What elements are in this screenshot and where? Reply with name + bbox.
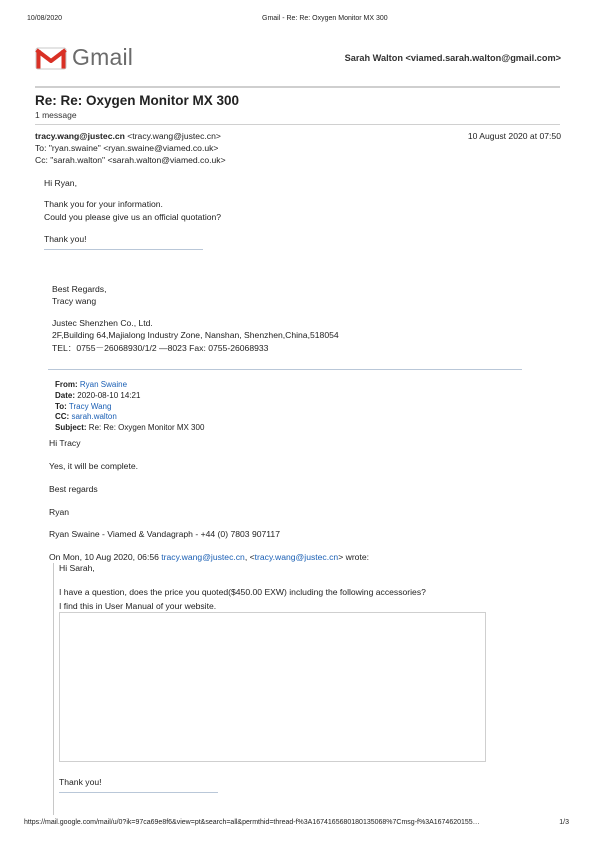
account-email: Sarah Walton <viamed.sarah.walton@gmail.com> [344,53,561,63]
quoted-line-2: I find this in User Manual of your website. [59,601,217,611]
fwd-name: Ryan [49,507,70,517]
signature-name: Tracy wang [52,296,97,306]
gmail-logo-icon [35,46,67,70]
recipient-cc: Cc: "sarah.walton" <sarah.walton@viamed.co.uk> [35,155,226,165]
fwd-to: To: Tracy Wang [55,402,112,411]
message-count: 1 message [35,110,77,120]
body-line-1: Thank you for your information. [44,199,163,209]
body-thanks: Thank you! [44,234,87,244]
sender-line [35,131,221,141]
thread-subject: Re: Re: Oxygen Monitor MX 300 [35,93,240,108]
fwd-cc-link[interactable]: sarah.walton [71,412,117,421]
fwd-greeting: Hi Tracy [49,438,81,448]
print-date: 10/08/2020 [27,15,63,22]
fwd-subject: Subject: Re: Re: Oxygen Monitor MX 300 [55,423,205,432]
sender-address: <tracy.wang@justec.cn> [124,131,221,141]
signature-phone: TEL：0755－26068930/1/2 —8023 Fax: 0755-26068933 [52,343,269,353]
body-line-2: Could you please give us an official quotation? [44,212,222,222]
message-date: 10 August 2020 at 07:50 [467,131,561,141]
footer-url: https://mail.google.com/mail/u/0?ik=97ca69e8f6&view=pt&search=all&permthid=thread-f%3A1674165680180135068%7Cmsg-f%3A1674620155… [24,819,480,826]
page-number: 1/3 [559,819,569,826]
quoted-line-1: I have a question, does the price you quoted($450.00 EXW) including the following accessories? [59,587,426,597]
quoted-thanks: Thank you! [59,777,102,787]
print-title: Gmail - Re: Re: Oxygen Monitor MX 300 [262,15,388,22]
subject-divider [35,124,560,125]
fwd-signature: Ryan Swaine - Viamed & Vandagraph - +44 (0) 7803 907117 [49,529,280,539]
quoted-attribution: On Mon, 10 Aug 2020, 06:56 tracy.wang@justec.cn, <tracy.wang@justec.cn> wrote: [49,552,370,562]
signature-address: 2F,Building 64,Majialong Industry Zone, Nanshan, Shenzhen,China,518054 [52,330,339,340]
sender-name[interactable]: tracy.wang@justec.cn [35,131,125,141]
quoted-sender-link[interactable]: tracy.wang@justec.cn [161,552,245,562]
quoted-greeting: Hi Sarah, [59,563,95,573]
fwd-to-link[interactable]: Tracy Wang [68,402,112,411]
fwd-regards: Best regards [49,484,98,494]
quote-bar [53,563,54,815]
header-divider [35,86,560,88]
fwd-line-1: Yes, it will be complete. [49,461,139,471]
signature-regards: Best Regards, [52,284,107,294]
gmail-logo-text: Gmail [72,44,134,70]
fwd-from: From: Ryan Swaine [55,380,128,389]
fwd-date: Date: 2020-08-10 14:21 [55,391,141,400]
fwd-from-link[interactable]: Ryan Swaine [79,380,128,389]
embedded-image-placeholder [59,612,486,762]
recipient-to: To: "ryan.swaine" <ryan.swaine@viamed.co.uk> [35,143,219,153]
body-greeting: Hi Ryan, [44,178,77,188]
signature-separator [44,249,203,250]
fwd-cc: CC: sarah.walton [55,412,117,421]
quoted-sender-email-link[interactable]: tracy.wang@justec.cn [254,552,339,562]
quoted-separator [59,792,218,793]
signature-company: Justec Shenzhen Co., Ltd. [52,318,153,328]
forward-separator [48,369,522,370]
